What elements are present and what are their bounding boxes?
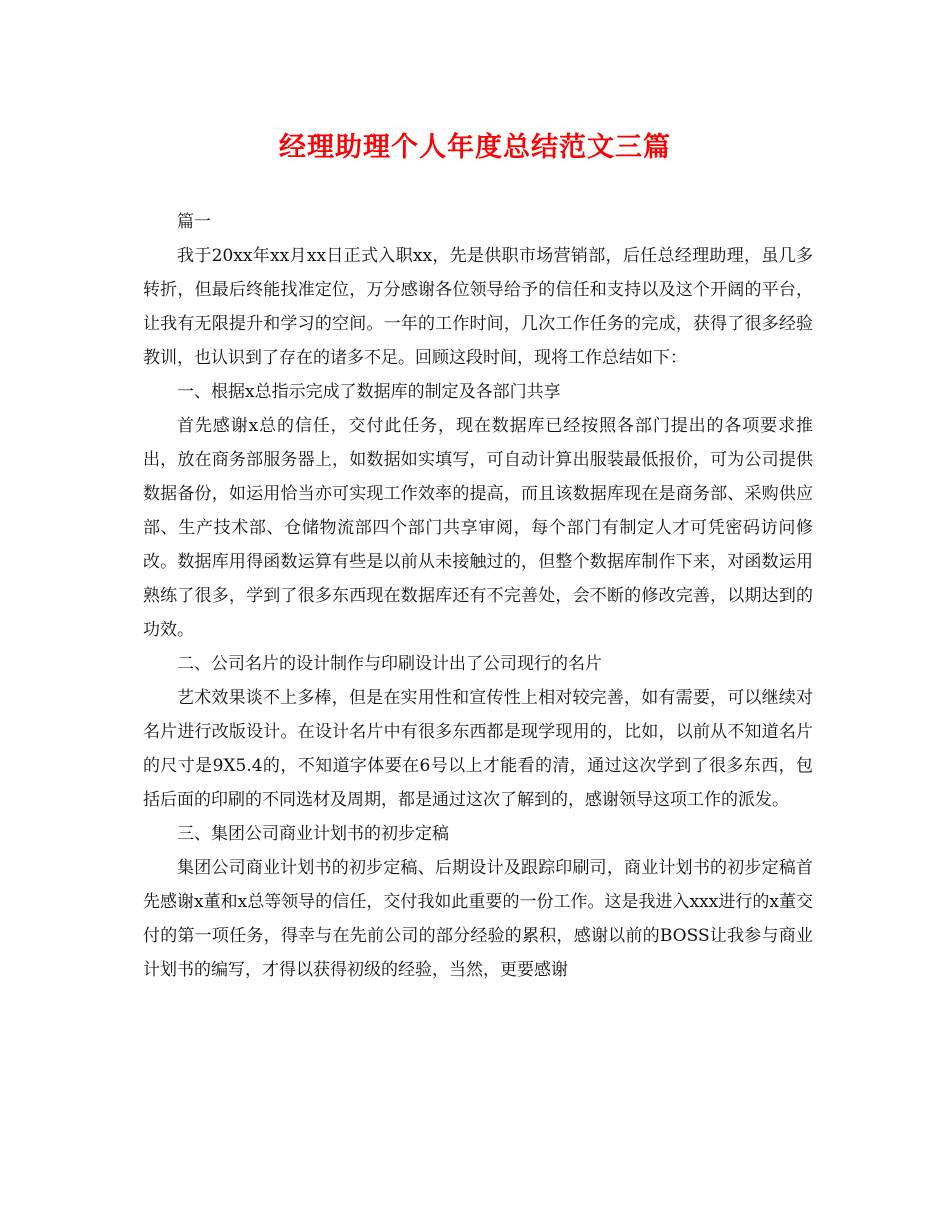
document-body	[143, 205, 813, 987]
business-plan-paragraph: 集团公司商业计划书的初步定稿、后期设计及跟踪印刷司，商业计划书的初步定稿首先感谢x董和x总等领导的信任，交付我如此重要的一份工作。这是我进入xxx进行的x董交付的第一项任务，得幸与在先前公司的部分经验的累积，感谢以前的BOSS让我参与商业计划书的编写，才得以获得初级的经验，当然，更要感谢	[143, 858, 813, 980]
section-heading-business-plan: 三、集团公司商业计划书的初步定稿	[177, 824, 449, 844]
intro-paragraph: 我于20xx年xx月xx日正式入职xx，先是供职市场营销部，后任总经理助理，虽几多转折，但最后终能找准定位，万分感谢各位领导给予的信任和支持以及这个开阔的平台，让我有无限提升和学习的空间。一年的工作时间，几次工作任务的完成，获得了很多经验教训，也认识到了存在的诸多不足。回顾这段时间，现将工作总结如下：	[143, 246, 813, 368]
section-heading-business-card: 二、公司名片的设计制作与印刷设计出了公司现行的名片	[177, 654, 602, 674]
database-paragraph: 首先感谢x总的信任，交付此任务，现在数据库已经按照各部门提出的各项要求推出，放在商务部服务器上，如数据如实填写，可自动计算出服装最低报价，可为公司提供数据备份，如运用恰当亦可实现工作效率的提高，而且该数据库现在是商务部、采购供应部、生产技术部、仓储物流部四个部门共享审阅，每个部门有制定人才可凭密码访问修改。数据库用得函数运算有些是以前从未接触过的，但整个数据库制作下来，对函数运用熟练了很多，学到了很多东西现在数据库还有不完善处，会不断的修改完善，以期达到的功效。	[143, 416, 813, 640]
section-heading-database: 一、根据x总指示完成了数据库的制定及各部门共享	[177, 382, 561, 402]
business-card-paragraph: 艺术效果谈不上多棒，但是在实用性和宣传性上相对较完善，如有需要，可以继续对名片进行改版设计。在设计名片中有很多东西都是现学现用的，比如，以前从不知道名片的尺寸是9X5.4的，不知道字体要在6号以上才能看的清，通过这次学到了很多东西，包括后面的印刷的不同选材及周期，都是通过这次了解到的，感谢领导这项工作的派发。	[143, 688, 813, 810]
document-title: 经理助理个人年度总结范文三篇	[279, 132, 671, 163]
section-heading-part-one: 篇一	[177, 212, 211, 232]
